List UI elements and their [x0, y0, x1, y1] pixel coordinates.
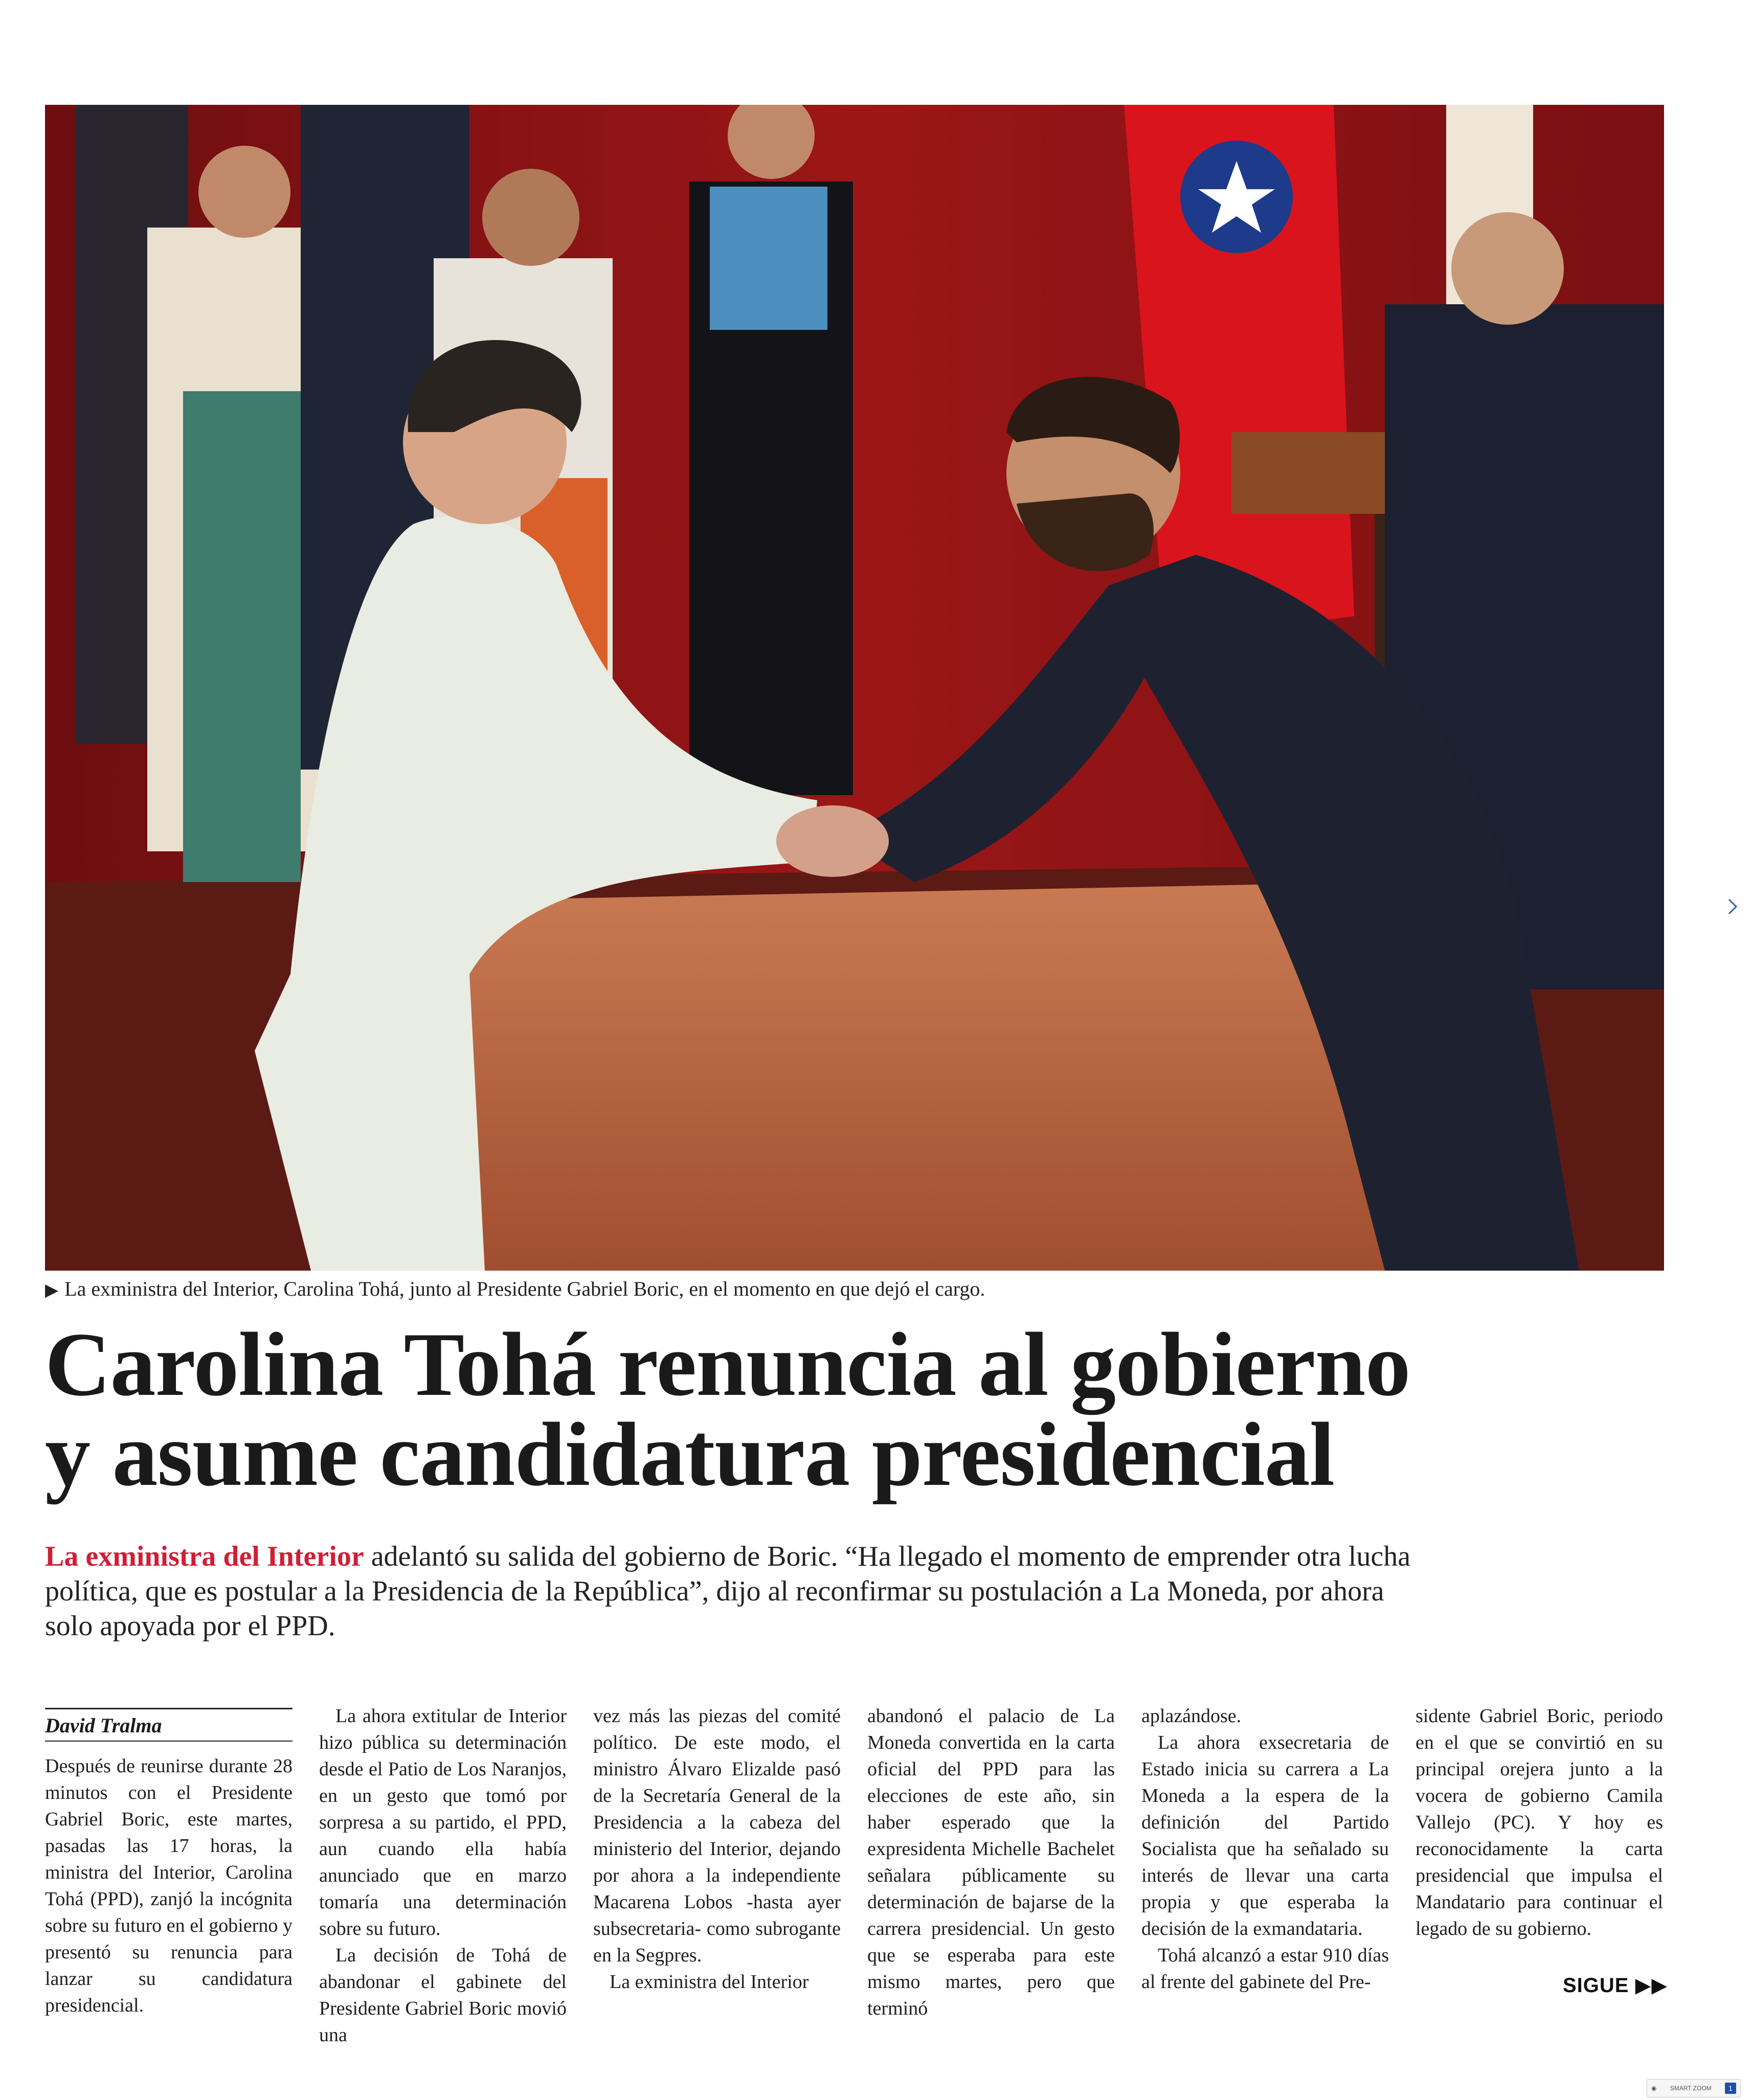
next-page-button[interactable] [1722, 894, 1743, 919]
headline-line-2: y asume candidatura presidencial [45, 1404, 1335, 1505]
person-bg-4-head [482, 169, 579, 266]
photo-illustration [45, 105, 1664, 1271]
zoom-label: SMART ZOOM [1670, 2085, 1712, 2092]
chevron-right-icon [1727, 898, 1738, 915]
person-bg-2-head [198, 146, 290, 238]
paragraph: La decisión de Tohá de abandonar el gabinete del Presidente Gabriel Boric movió una [319, 1945, 567, 2046]
author-byline: David Tralma [45, 1708, 293, 1742]
article-photo [45, 105, 1664, 1271]
body-column-5 [1141, 1703, 1389, 1995]
eye-icon: ◉ [1651, 2085, 1657, 2092]
photo-caption [45, 1275, 1664, 1304]
article-lead [45, 1539, 1426, 1643]
body-column-1 [45, 1753, 293, 2019]
lead-kicker: La exministra del Interior [45, 1541, 364, 1572]
paragraph: La exministra del Interior [610, 1971, 809, 1993]
paragraph: aplazándose. [1141, 1705, 1242, 1727]
paragraph: La ahora extitular de Interior hizo pública su determinación desde el Patio de Los Naranjos, en un gesto que tomó por sorpresa a su partido, el PPD, aun cuando ella había anunciado que en marzo tomaría una determinación sobre su futuro. [319, 1705, 567, 1939]
paragraph: Tohá alcanzó a estar 910 días al frente del gabinete del Pre- [1141, 1945, 1389, 1993]
article-headline [45, 1314, 1528, 1505]
paragraph: vez más las piezas del comité político. De este modo, el ministro Álvaro Elizalde pasó de la Secretaría General de la Presidencia a la cabeza del ministerio del Interior, dejando por ahora a la independiente Macarena Lobos -hasta ayer subsecretaria- como subrogante en la Segpres. [593, 1705, 841, 1966]
body-column-6 [1416, 1703, 1663, 1942]
person-bg-2-skirt [183, 391, 301, 882]
paragraph: Después de reunirse durante 28 minutos con el Presidente Gabriel Boric, este martes, pasadas las 17 horas, la ministra del Interior, Carolina Tohá (PPD), zanjó la incógnita sobre su futuro en el gobierno y presentó su renuncia para lanzar su candidatura presidencial. [45, 1755, 293, 2016]
handshake [776, 805, 889, 877]
caption-text: La exministra del Interior, Carolina Tohá, junto al Presidente Gabriel Boric, en el momento en que dejó el cargo. [64, 1277, 985, 1300]
body-column-2 [319, 1703, 567, 2048]
headline-line-1: Carolina Tohá renuncia al gobierno [45, 1314, 1410, 1415]
paragraph: abandonó el palacio de La Moneda convertida en la carta oficial del PPD para las elecciones de este año, sin haber esperado que la expresidenta Michelle Bachelet señalara públicamente su determinación de bajarse de la carrera presidencial. Un gesto que se esperaba para este mismo martes, pero que terminó [867, 1705, 1115, 2019]
body-column-4 [867, 1703, 1115, 2022]
person-bg-5-top [710, 187, 827, 330]
lead-text: adelantó su salida del gobierno de Boric. “Ha llegado el momento de emprender otra lucha política, que es postular a la Presidencia de la República”, dijo al reconfirmar su postulación a La Moneda, por ahora solo apoyada por el PPD. [45, 1541, 1411, 1642]
person-podium-head [1451, 212, 1564, 325]
triangle-right-icon: ▶ [45, 1281, 59, 1300]
paragraph: sidente Gabriel Boric, periodo en el que se convirtió en su principal orejera junto a la vocera de gobierno Camila Vallejo (PC). Y hoy es reconocidamente la carta presidencial que impulsa el Mandatario para continuar el legado de su gobierno. [1416, 1705, 1663, 1939]
smart-zoom-widget[interactable] [1647, 2079, 1741, 2097]
zoom-level-button[interactable]: 1 [1725, 2083, 1736, 2094]
continues-indicator: SIGUE ▶▶ [1563, 1974, 1668, 1997]
paragraph: La ahora exsecretaria de Estado inicia su carrera a La Moneda a la espera de la definición del Partido Socialista que ha señalado su interés de llevar una carta propia y que esperaba la decisión de la exmandataria. [1141, 1732, 1389, 1939]
body-column-3 [593, 1703, 841, 1995]
